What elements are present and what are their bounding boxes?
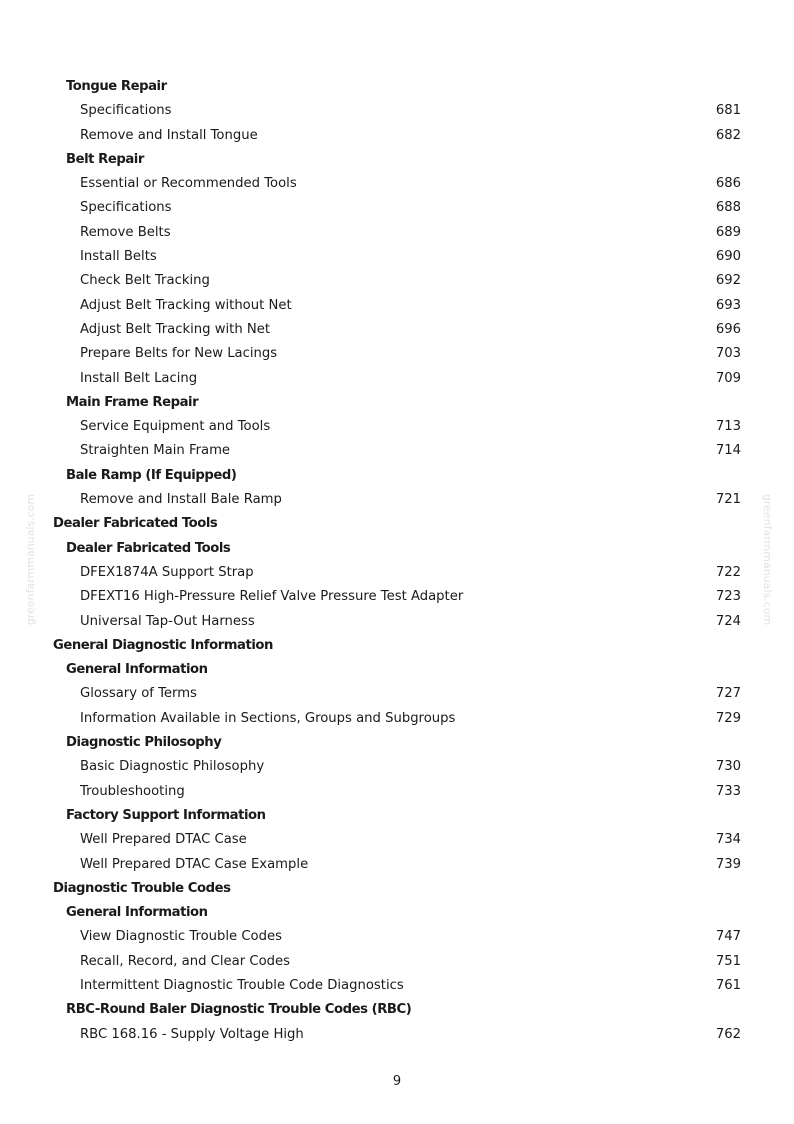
toc-page-number: 751 bbox=[715, 953, 741, 969]
toc-title: Install Belt Lacing bbox=[80, 370, 198, 386]
toc-heading bbox=[0, 537, 794, 561]
toc-page-number: 713 bbox=[715, 419, 741, 435]
toc-heading bbox=[0, 148, 794, 172]
toc-heading bbox=[0, 391, 794, 415]
toc-entry[interactable] bbox=[0, 561, 794, 585]
toc-heading bbox=[0, 877, 794, 901]
toc-title: Tongue Repair bbox=[66, 79, 167, 94]
toc-page-number: 761 bbox=[715, 977, 741, 993]
toc-heading bbox=[0, 634, 794, 658]
toc-heading bbox=[0, 464, 794, 488]
toc-entry[interactable] bbox=[0, 196, 794, 220]
toc-title: DFEX1874A Support Strap bbox=[80, 564, 254, 580]
toc-title: Dealer Fabricated Tools bbox=[53, 516, 218, 532]
toc-page-number: 739 bbox=[715, 856, 741, 872]
toc-page-number: 696 bbox=[715, 321, 741, 337]
toc-page-number: 727 bbox=[715, 686, 741, 702]
toc-title: Specifications bbox=[80, 200, 172, 216]
toc-page-number: 723 bbox=[715, 589, 741, 605]
toc-page-number: 709 bbox=[715, 370, 741, 386]
toc-page-number: 721 bbox=[715, 492, 741, 508]
toc-title: Basic Diagnostic Philosophy bbox=[80, 759, 265, 775]
toc-page-number: 724 bbox=[715, 613, 741, 629]
toc-title: Diagnostic Philosophy bbox=[66, 735, 222, 751]
toc-entry[interactable] bbox=[0, 342, 794, 366]
toc-title: Straighten Main Frame bbox=[80, 443, 231, 459]
toc-heading bbox=[0, 75, 794, 99]
toc-title: General Information bbox=[66, 662, 208, 678]
toc-heading bbox=[0, 512, 794, 536]
toc-title: View Diagnostic Trouble Codes bbox=[80, 929, 282, 945]
toc-title: RBC-Round Baler Diagnostic Trouble Codes (RBC) bbox=[66, 1002, 412, 1018]
toc-entry[interactable] bbox=[0, 99, 794, 123]
toc-entry[interactable] bbox=[0, 124, 794, 148]
table-of-contents bbox=[0, 75, 794, 1047]
toc-page-number: 689 bbox=[715, 224, 741, 240]
toc-entry[interactable] bbox=[0, 828, 794, 852]
toc-title: Service Equipment and Tools bbox=[80, 419, 271, 435]
toc-title: Prepare Belts for New Lacings bbox=[80, 346, 278, 362]
page-number: 9 bbox=[392, 1074, 402, 1089]
watermark-right: greenfarmmanuals.com bbox=[761, 493, 775, 626]
toc-entry[interactable] bbox=[0, 755, 794, 779]
toc-title: General Diagnostic Information bbox=[53, 637, 273, 653]
toc-title: RBC 168.16 - Supply Voltage High bbox=[80, 1026, 304, 1042]
toc-entry[interactable] bbox=[0, 585, 794, 609]
toc-title: Essential or Recommended Tools bbox=[80, 176, 297, 192]
toc-entry[interactable] bbox=[0, 780, 794, 804]
toc-page-number: 703 bbox=[715, 346, 741, 362]
toc-entry[interactable] bbox=[0, 950, 794, 974]
toc-title: Adjust Belt Tracking with Net bbox=[80, 321, 271, 337]
toc-entry[interactable] bbox=[0, 172, 794, 196]
toc-title: Troubleshooting bbox=[80, 783, 185, 799]
toc-page-number: 733 bbox=[715, 783, 741, 799]
toc-page-number: 693 bbox=[715, 297, 741, 313]
toc-entry[interactable] bbox=[0, 415, 794, 439]
toc-page-number: 714 bbox=[715, 443, 741, 459]
toc-page-number: 730 bbox=[715, 759, 741, 775]
toc-title: Main Frame Repair bbox=[66, 394, 199, 410]
toc-title: Factory Support Information bbox=[66, 807, 266, 823]
toc-entry[interactable] bbox=[0, 367, 794, 391]
toc-page-number: 729 bbox=[715, 710, 741, 726]
toc-title: Dealer Fabricated Tools bbox=[66, 540, 231, 556]
toc-heading bbox=[0, 901, 794, 925]
toc-entry[interactable] bbox=[0, 974, 794, 998]
toc-title: Diagnostic Trouble Codes bbox=[53, 880, 231, 896]
toc-heading bbox=[0, 998, 794, 1022]
toc-title: Information Available in Sections, Groups and Subgroups bbox=[80, 710, 456, 726]
toc-title: Well Prepared DTAC Case bbox=[80, 832, 247, 848]
toc-page-number: 688 bbox=[715, 200, 741, 216]
toc-title: Specifications bbox=[80, 103, 172, 119]
toc-entry[interactable] bbox=[0, 925, 794, 949]
toc-entry[interactable] bbox=[0, 488, 794, 512]
toc-title: Remove and Install Bale Ramp bbox=[80, 492, 282, 508]
toc-page-number: 686 bbox=[715, 176, 741, 192]
toc-page-number: 681 bbox=[715, 103, 741, 119]
toc-page-number: 734 bbox=[715, 832, 741, 848]
toc-entry[interactable] bbox=[0, 853, 794, 877]
toc-page-number: 682 bbox=[715, 127, 741, 143]
toc-title: Adjust Belt Tracking without Net bbox=[80, 297, 292, 313]
toc-title: Remove Belts bbox=[80, 224, 171, 240]
toc-entry[interactable] bbox=[0, 610, 794, 634]
toc-title: Remove and Install Tongue bbox=[80, 127, 258, 143]
toc-heading bbox=[0, 658, 794, 682]
toc-entry[interactable] bbox=[0, 269, 794, 293]
toc-entry[interactable] bbox=[0, 221, 794, 245]
toc-title: Intermittent Diagnostic Trouble Code Diagnostics bbox=[80, 977, 404, 993]
toc-page-number: 747 bbox=[715, 929, 741, 945]
toc-heading bbox=[0, 731, 794, 755]
toc-page-number: 692 bbox=[715, 273, 741, 289]
toc-entry[interactable] bbox=[0, 245, 794, 269]
toc-entry[interactable] bbox=[0, 294, 794, 318]
toc-page-number: 690 bbox=[715, 249, 741, 265]
toc-title: Belt Repair bbox=[66, 151, 144, 167]
toc-title: General Information bbox=[66, 905, 208, 921]
toc-entry[interactable] bbox=[0, 1023, 794, 1047]
toc-title: DFEXT16 High-Pressure Relief Valve Pressure Test Adapter bbox=[80, 589, 464, 605]
toc-title: Check Belt Tracking bbox=[80, 273, 210, 289]
toc-title: Recall, Record, and Clear Codes bbox=[80, 953, 290, 969]
toc-entry[interactable] bbox=[0, 707, 794, 731]
toc-page-number: 722 bbox=[715, 564, 741, 580]
toc-title: Install Belts bbox=[80, 249, 157, 265]
toc-heading bbox=[0, 804, 794, 828]
toc-title: Bale Ramp (If Equipped) bbox=[66, 467, 237, 483]
toc-entry[interactable] bbox=[0, 439, 794, 463]
toc-title: Universal Tap-Out Harness bbox=[80, 613, 255, 629]
toc-page-number: 762 bbox=[715, 1026, 741, 1042]
toc-entry[interactable] bbox=[0, 682, 794, 706]
toc-entry[interactable] bbox=[0, 318, 794, 342]
toc-title: Well Prepared DTAC Case Example bbox=[80, 856, 309, 872]
toc-title: Glossary of Terms bbox=[80, 686, 197, 702]
watermark-left: greenfarmmanuals.com bbox=[24, 493, 38, 626]
